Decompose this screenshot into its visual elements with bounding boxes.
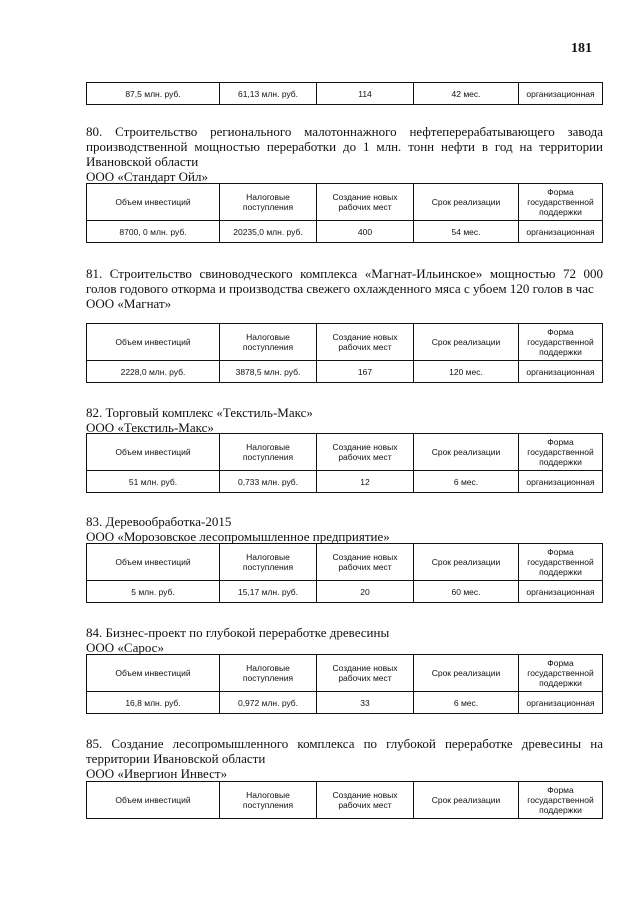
project-83-table	[86, 543, 603, 603]
tax-cell: 61,13 млн. руб.	[220, 83, 317, 105]
header-investment: Объем инвестиций	[87, 184, 220, 221]
jobs-cell: 167	[317, 361, 414, 383]
table-header-row	[87, 434, 603, 471]
header-support: Форма государственной поддержки	[519, 184, 603, 221]
project-84	[86, 625, 603, 655]
table-row	[87, 83, 603, 105]
header-term: Срок реализации	[414, 324, 519, 361]
project-82-table	[86, 433, 603, 493]
header-investment: Объем инвестиций	[87, 434, 220, 471]
jobs-cell: 400	[317, 221, 414, 243]
project-81-table	[86, 323, 603, 383]
project-title: 83. Деревообработка-2015	[86, 514, 232, 529]
table-header-row	[87, 324, 603, 361]
support-cell: организационная	[519, 581, 603, 603]
header-investment: Объем инвестиций	[87, 655, 220, 692]
investment-cell: 87,5 млн. руб.	[87, 83, 220, 105]
project-title: 85. Создание лесопромышленного комплекса по глубокой переработке древесины на территории Ивановской области	[86, 736, 603, 766]
header-term: Срок реализации	[414, 184, 519, 221]
header-support: Форма государственной поддержки	[519, 324, 603, 361]
table-row	[87, 692, 603, 714]
table-header-row	[87, 782, 603, 819]
header-tax: Налоговые поступления	[220, 782, 317, 819]
term-cell: 60 мес.	[414, 581, 519, 603]
term-cell: 120 мес.	[414, 361, 519, 383]
tax-cell: 0,972 млн. руб.	[220, 692, 317, 714]
jobs-cell: 20	[317, 581, 414, 603]
project-title: 84. Бизнес-проект по глубокой переработке древесины	[86, 625, 390, 640]
header-investment: Объем инвестиций	[87, 782, 220, 819]
table-row	[87, 581, 603, 603]
support-cell: организационная	[519, 83, 603, 105]
header-tax: Налоговые поступления	[220, 434, 317, 471]
company-name: ООО «Стандарт Ойл»	[86, 169, 208, 184]
table-row	[87, 221, 603, 243]
header-investment: Объем инвестиций	[87, 324, 220, 361]
investment-cell: 16,8 млн. руб.	[87, 692, 220, 714]
investment-cell: 51 млн. руб.	[87, 471, 220, 493]
table-row	[87, 361, 603, 383]
header-tax: Налоговые поступления	[220, 184, 317, 221]
table-header-row	[87, 184, 603, 221]
header-term: Срок реализации	[414, 434, 519, 471]
header-term: Срок реализации	[414, 782, 519, 819]
project-84-table	[86, 654, 603, 714]
investment-cell: 5 млн. руб.	[87, 581, 220, 603]
continuation-table	[86, 82, 603, 105]
header-jobs: Создание новых рабочих мест	[317, 184, 414, 221]
term-cell: 42 мес.	[414, 83, 519, 105]
tax-cell: 20235,0 млн. руб.	[220, 221, 317, 243]
project-80-table	[86, 183, 603, 243]
company-name: ООО «Морозовское лесопромышленное предприятие»	[86, 529, 390, 544]
header-jobs: Создание новых рабочих мест	[317, 324, 414, 361]
project-83	[86, 514, 603, 544]
project-85	[86, 736, 603, 781]
company-name: ООО «Магнат»	[86, 296, 172, 311]
company-name: ООО «Текстиль-Макс»	[86, 420, 214, 435]
term-cell: 6 мес.	[414, 471, 519, 493]
page-number: 181	[571, 41, 592, 56]
investment-cell: 2228,0 млн. руб.	[87, 361, 220, 383]
header-jobs: Создание новых рабочих мест	[317, 782, 414, 819]
project-80	[86, 124, 603, 184]
company-name: ООО «Ивергион Инвест»	[86, 766, 228, 781]
tax-cell: 0,733 млн. руб.	[220, 471, 317, 493]
header-support: Форма государственной поддержки	[519, 544, 603, 581]
table-header-row	[87, 655, 603, 692]
company-name: ООО «Сарос»	[86, 640, 164, 655]
project-title: 81. Строительство свиноводческого комплекса «Магнат-Ильинское» мощностью 72 000 голов годового откорма и производства свежего охлажденного мяса с убоем 120 голов в час	[86, 266, 603, 296]
project-82	[86, 405, 603, 435]
tax-cell: 3878,5 млн. руб.	[220, 361, 317, 383]
support-cell: организационная	[519, 221, 603, 243]
support-cell: организационная	[519, 361, 603, 383]
tax-cell: 15,17 млн. руб.	[220, 581, 317, 603]
header-tax: Налоговые поступления	[220, 324, 317, 361]
header-jobs: Создание новых рабочих мест	[317, 544, 414, 581]
header-support: Форма государственной поддержки	[519, 782, 603, 819]
header-term: Срок реализации	[414, 655, 519, 692]
header-jobs: Создание новых рабочих мест	[317, 655, 414, 692]
header-tax: Налоговые поступления	[220, 544, 317, 581]
term-cell: 6 мес.	[414, 692, 519, 714]
header-support: Форма государственной поддержки	[519, 655, 603, 692]
header-support: Форма государственной поддержки	[519, 434, 603, 471]
investment-cell: 8700, 0 млн. руб.	[87, 221, 220, 243]
jobs-cell: 114	[317, 83, 414, 105]
header-term: Срок реализации	[414, 544, 519, 581]
table-row	[87, 471, 603, 493]
support-cell: организационная	[519, 692, 603, 714]
project-85-table	[86, 781, 603, 819]
project-81	[86, 266, 603, 311]
header-investment: Объем инвестиций	[87, 544, 220, 581]
term-cell: 54 мес.	[414, 221, 519, 243]
project-title: 80. Строительство регионального малотоннажного нефтеперерабатывающего завода производственной мощностью переработки до 1 млн. тонн нефти в год на территории Ивановской области	[86, 124, 603, 169]
project-title: 82. Торговый комплекс «Текстиль-Макс»	[86, 405, 313, 420]
support-cell: организационная	[519, 471, 603, 493]
table-header-row	[87, 544, 603, 581]
header-jobs: Создание новых рабочих мест	[317, 434, 414, 471]
header-tax: Налоговые поступления	[220, 655, 317, 692]
jobs-cell: 33	[317, 692, 414, 714]
jobs-cell: 12	[317, 471, 414, 493]
